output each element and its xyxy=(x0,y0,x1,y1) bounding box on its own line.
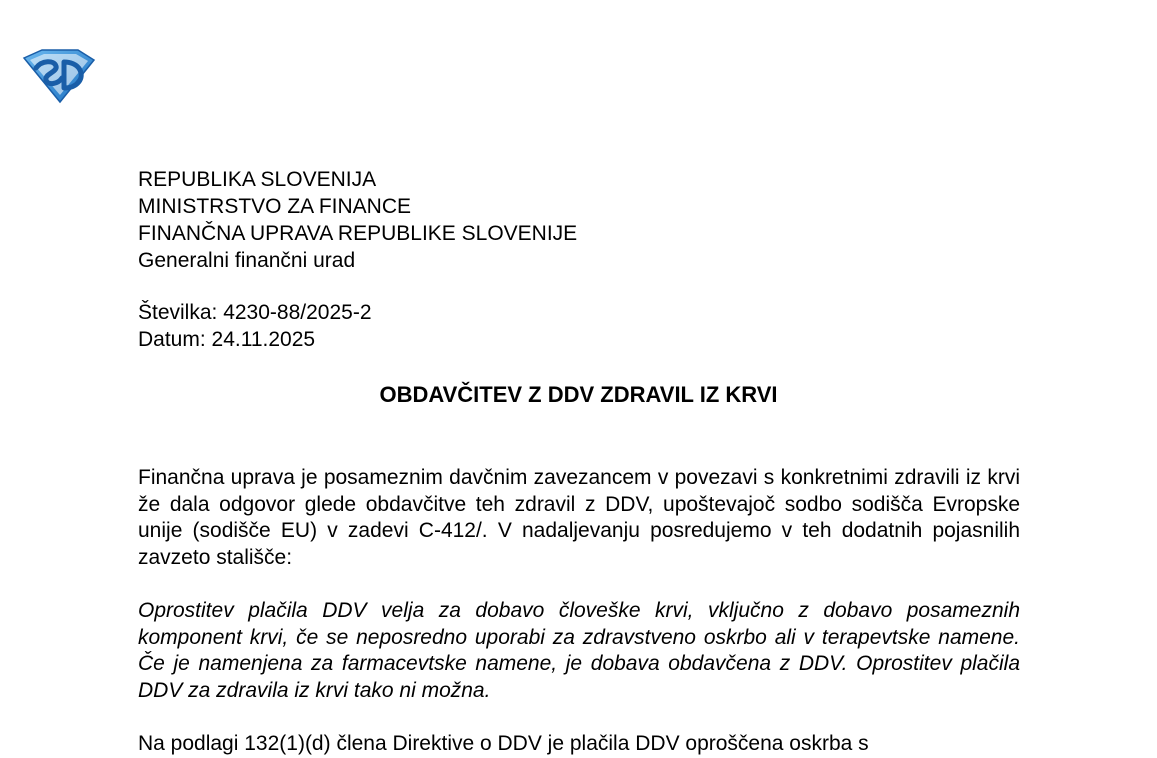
header-administration: FINANČNA UPRAVA REPUBLIKE SLOVENIJE xyxy=(138,222,578,245)
paragraph-position: Oprostitev plačila DDV velja za dobavo človeške krvi, vključno z dobavo posameznih komponent krvi, če se neposredno uporabi za zdravstveno oskrbo ali v terapevtske namene. Če je namenjena za farmacevtske namene, je dobava obdavčena z DDV. Oprostitev plačila DDV za zdravila iz krvi tako ni možna. xyxy=(138,599,1020,702)
document-title: OBDAVČITEV Z DDV ZDRAVIL IZ KRVI xyxy=(379,382,778,407)
document-number: Številka: 4230-88/2025-2 xyxy=(138,301,372,324)
document-date: Datum: 24.11.2025 xyxy=(138,328,316,351)
document-reference xyxy=(138,299,372,353)
paragraph-legal-basis: Na podlagi 132(1)(d) člena Direktive o DDV je plačila DDV oproščena oskrba s xyxy=(138,732,869,755)
paragraph-intro: Finančna uprava je posameznim davčnim zavezancem v povezavi s konkretnimi zdravili iz krvi že dala odgovor glede obdavčitve teh zdravil z DDV, upoštevajoč sodbo sodišča Evropske unije (sodišče EU) v zadevi C-412/. V nadaljevanju posredujemo v teh dodatnih pojasnilih zavzeto stališče: xyxy=(138,466,1020,569)
issuer-header xyxy=(138,166,577,274)
header-office: Generalni finančni urad xyxy=(138,249,356,272)
header-ministry: MINISTRSTVO ZA FINANCE xyxy=(138,195,412,218)
fu-logo-icon xyxy=(22,48,96,104)
header-republic: REPUBLIKA SLOVENIJA xyxy=(138,168,377,191)
